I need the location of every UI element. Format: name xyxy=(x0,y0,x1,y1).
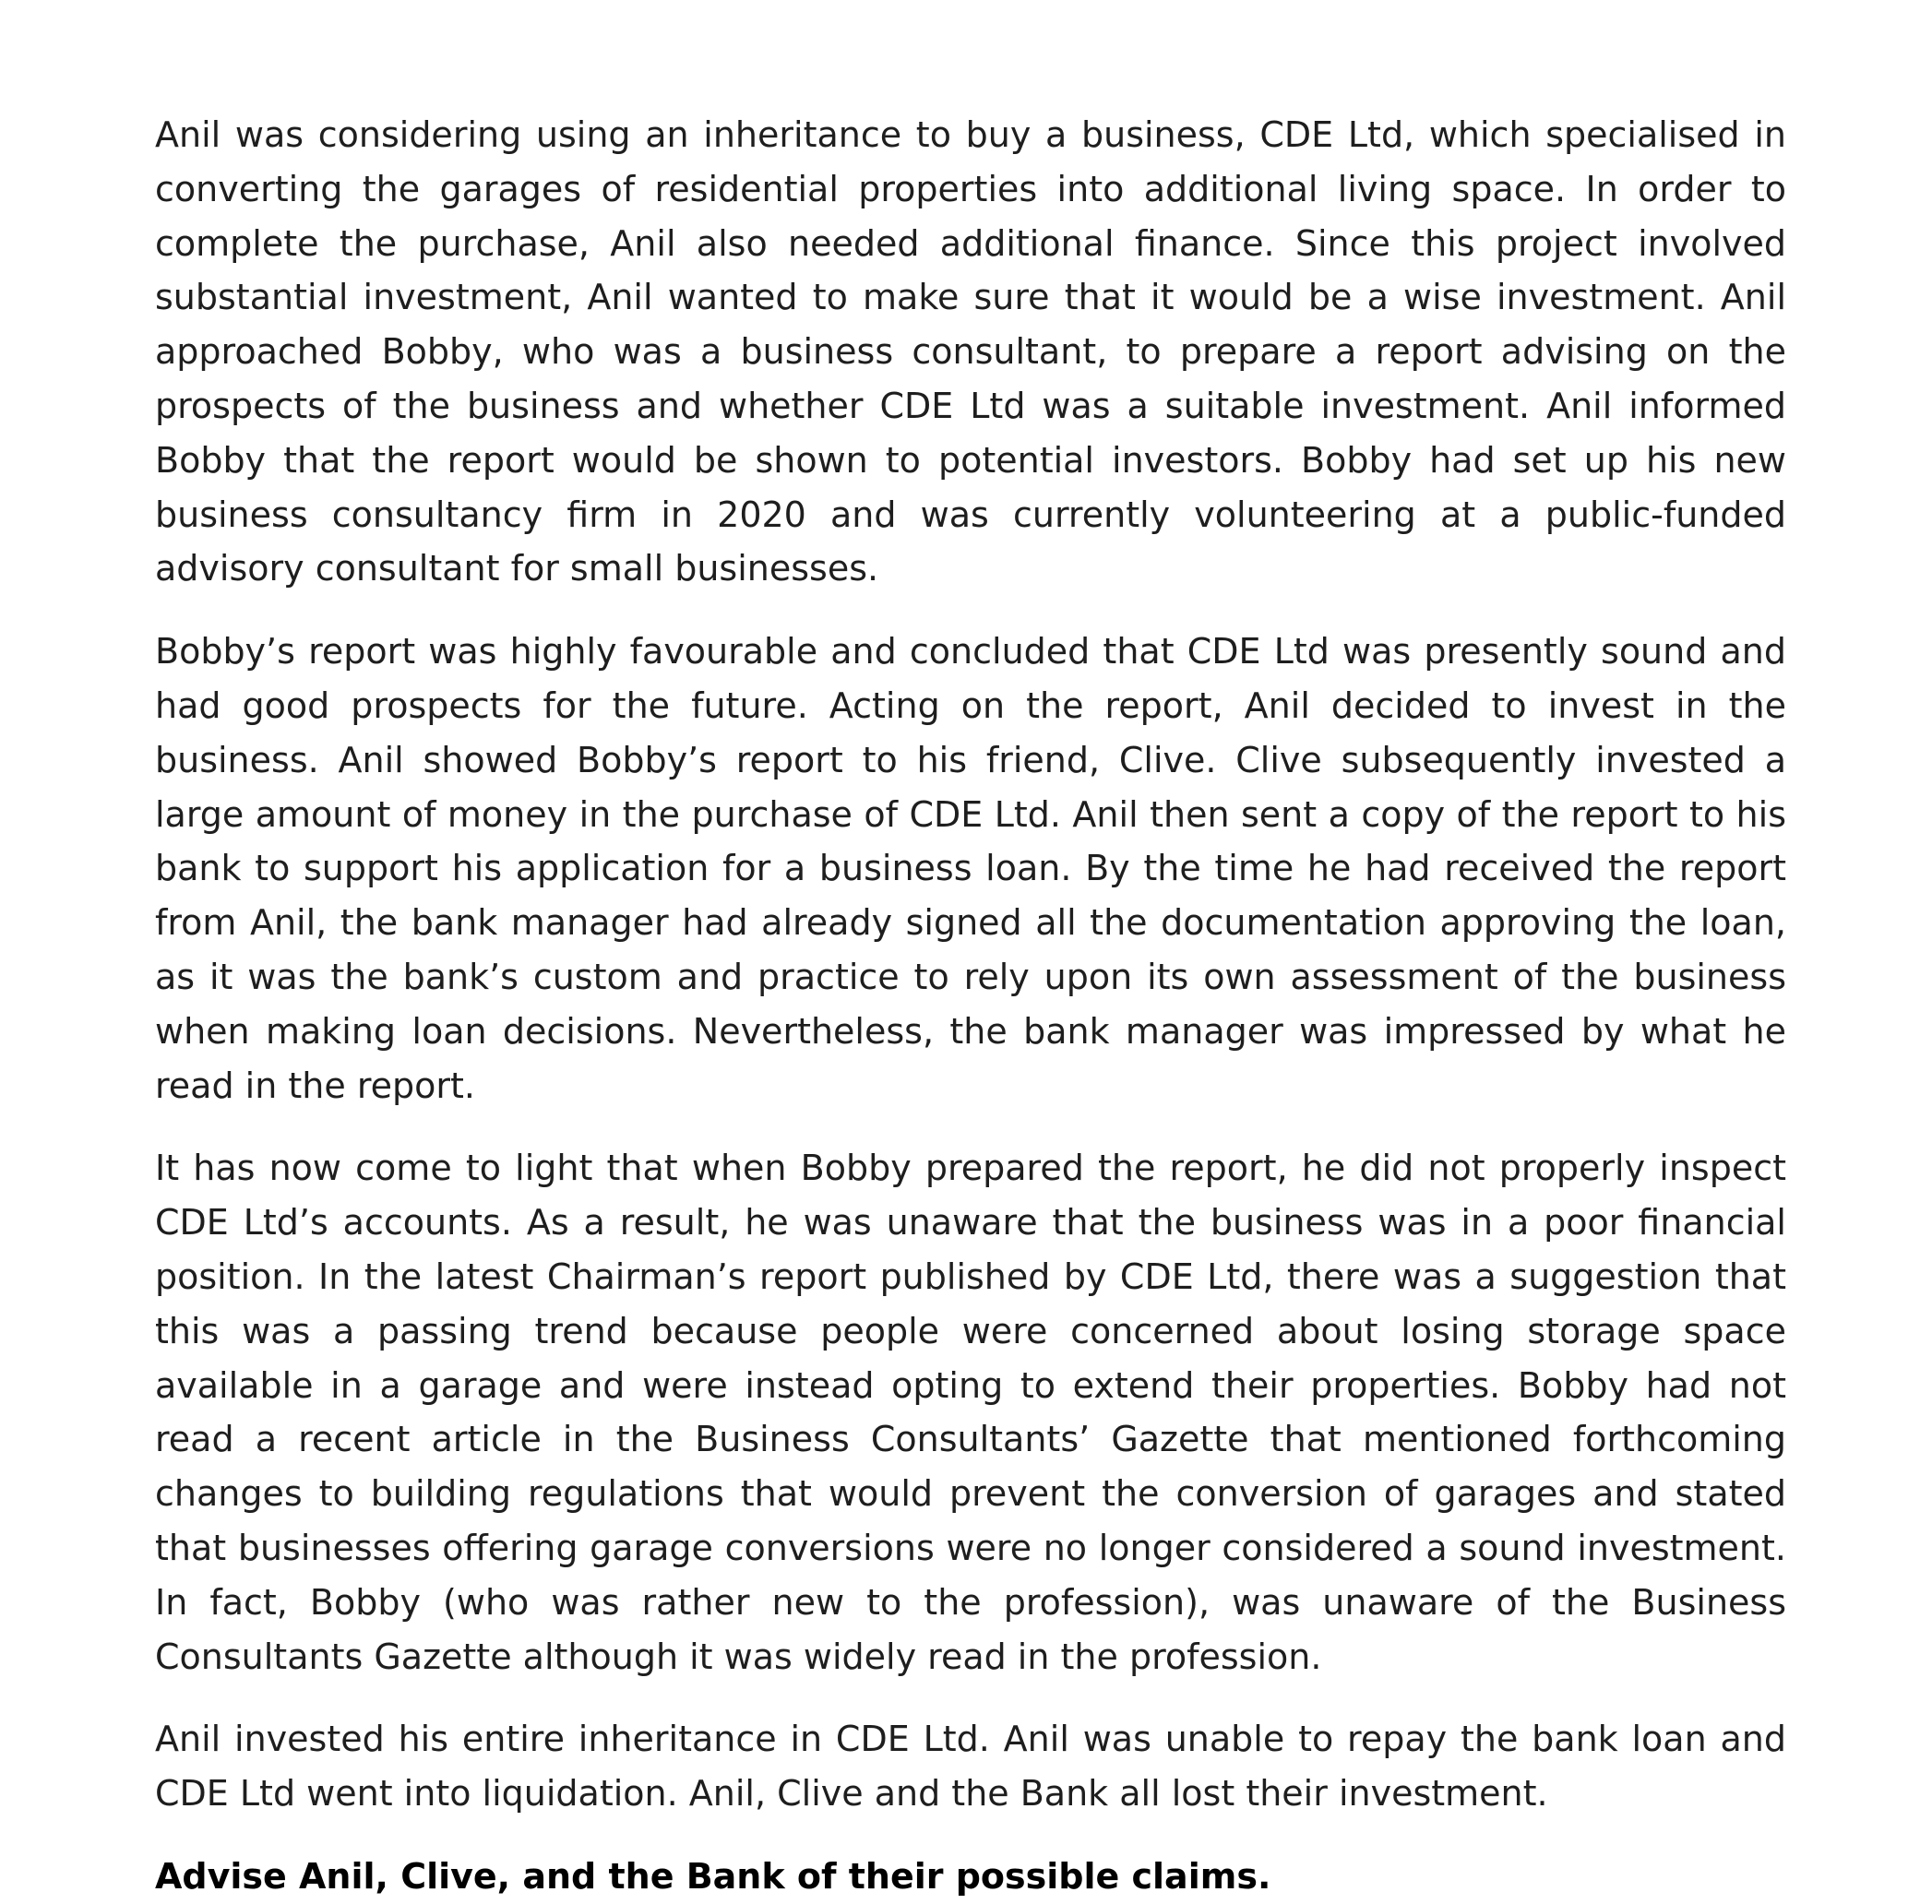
paragraph-2: Bobby’s report was highly favourable and concluded that CDE Ltd was presently sound and had good prospects for the future. Acting on the report, Anil decided to invest in the business. Anil showed Bobby’s report to his friend, Clive. Clive subsequently invested a large amount of money in the purchase of CDE Ltd. Anil then sent a copy of the report to his bank to support his application for a business loan. By the time he had received the report from Anil, the bank manager had already signed all the documentation approving the loan, as it was the bank’s custom and practice to rely upon its own assessment of the business when making loan decisions. Nevertheless, the bank manager was impressed by what he read in the report. xyxy=(155,631,1786,1106)
paragraph-4: Anil invested his entire inheritance in CDE Ltd. Anil was unable to repay the bank loan and CDE Ltd went into liquidation. Anil, Clive and the Bank all lost their investment. xyxy=(155,1719,1786,1815)
document-page xyxy=(155,108,1786,1904)
paragraph-3: It has now come to light that when Bobby prepared the report, he did not properly inspect CDE Ltd’s accounts. As a result, he was unaware that the business was in a poor financial position. In the latest Chairman’s report published by CDE Ltd, there was a suggestion that this was a passing trend because people were concerned about losing storage space available in a garage and were instead opting to extend their properties. Bobby had not read a recent article in the Business Consultants’ Gazette that mentioned forthcoming changes to building regulations that would prevent the conversion of garages and stated that businesses offering garage conversions were no longer considered a sound investment. In fact, Bobby (who was rather new to the profession), was unaware of the Business Consultants Gazette although it was widely read in the profession. xyxy=(155,1148,1786,1677)
paragraph-1: Anil was considering using an inheritance to buy a business, CDE Ltd, which specialised in converting the garages of residential properties into additional living space. In order to complete the purchase, Anil also needed additional finance. Since this project involved substantial investment, Anil wanted to make sure that it would be a wise investment. Anil approached Bobby, who was a business consultant, to prepare a report advising on the prospects of the business and whether CDE Ltd was a suitable investment. Anil informed Bobby that the report would be shown to potential investors. Bobby had set up his new business consultancy firm in 2020 and was currently volunteering at a public-funded advisory consultant for small businesses. xyxy=(155,114,1786,589)
question-prompt: Advise Anil, Clive, and the Bank of their possible claims. xyxy=(155,1855,1271,1897)
